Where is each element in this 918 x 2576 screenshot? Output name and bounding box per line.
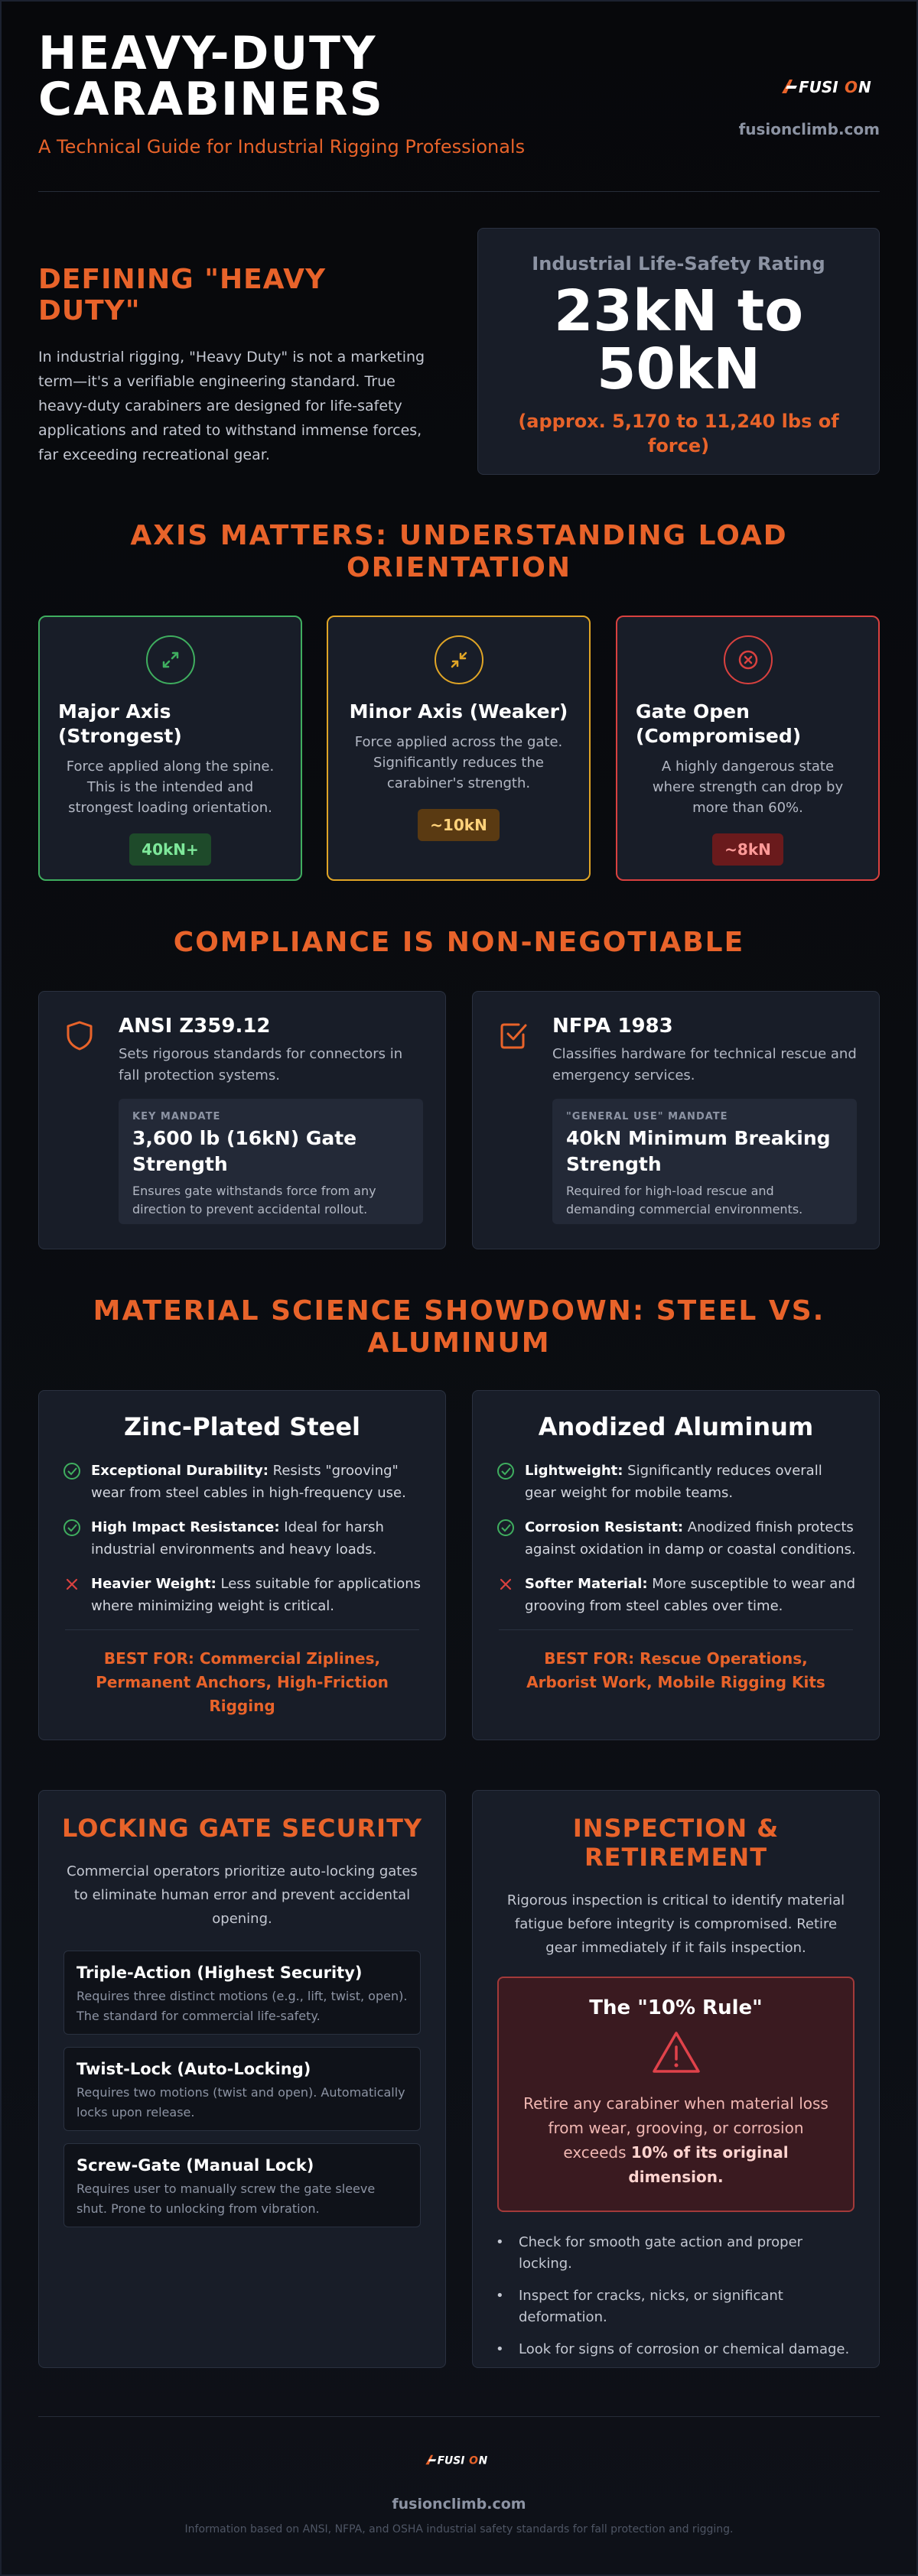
axis-heading: AXIS MATTERS: UNDERSTANDING LOAD ORIENTATION [130,520,788,583]
mandate-label: KEY MANDATE [132,1111,221,1122]
list-item [62,1573,422,1617]
svg-text:FUSI: FUSI [799,78,838,96]
compliance-desc: Sets rigorous standards for connectors in fall protection systems. [119,1046,403,1083]
list-item-text: High Impact Resistance: Ideal for harsh industrial environments and heavy loads. [91,1519,384,1558]
compliance-title: NFPA 1983 [552,1015,673,1038]
list-item: • Look for signs of corrosion or chemical damage. [496,2339,856,2360]
list-item-text: Lightweight: Significantly reduces overall gear weight for mobile teams. [525,1463,822,1501]
axis-badge: ~10kN [418,809,500,841]
rule-text: Retire any carabiner when material loss from wear, grooving, or corrosion exceeds 10% of its original dimension. [523,2094,828,2186]
arrows-expand-icon [146,635,195,684]
axis-card-desc: A highly dangerous state where strength can drop by more than 60%. [652,759,844,816]
list-item [496,1516,856,1561]
list-item-text: Exceptional Durability: Resists "grooving" wear from steel cables in high-frequency use. [91,1463,406,1501]
list-item-text: Softer Material: More susceptible to wear and grooving from steel cables over time. [525,1576,856,1614]
section-heading: DEFINING "HEAVY DUTY" [38,264,327,326]
divider [38,191,880,192]
footer-note: Information based on ANSI, NFPA, and OSHA industrial safety standards for fall protection and rigging. [184,2523,734,2535]
axis-card-desc: Force applied across the gate. Significantly reduces the carabiner's strength. [354,734,563,791]
material-title: Zinc-Plated Steel [124,1412,360,1441]
rating-value: 23kN to 50kN [553,278,804,402]
rating-note: (approx. 5,170 to 11,240 lbs of force) [518,411,839,456]
check-circle-icon [62,1461,82,1481]
defining-section [38,264,436,467]
site-link[interactable]: fusionclimb.com [738,120,880,138]
best-for: BEST FOR: Rescue Operations, Arborist Work, Mobile Rigging Kits [526,1649,825,1691]
check-circle-icon [496,1461,516,1481]
mandate-title: 40kN Minimum Breaking Strength [566,1127,831,1175]
compliance-heading: COMPLIANCE IS NON-NEGOTIABLE [173,927,745,958]
compliance-desc: Classifies hardware for technical rescue and emergency services. [552,1046,857,1083]
material-card-aluminum [472,1390,880,1740]
axis-card-minor [327,616,591,881]
material-list [496,1460,856,1617]
x-icon [62,1574,82,1594]
lock-type-title: Twist-Lock (Auto-Locking) [76,2060,311,2078]
header [38,27,880,191]
axis-card-major [38,616,302,881]
locking-card [38,1790,446,2368]
inspection-desc: Rigorous inspection is critical to identify material fatigue before integrity is compromised. Retire gear immediately if it fails inspection. [506,1892,845,1956]
checkbox-icon [496,1018,531,1053]
fusion-logo[interactable] [780,76,880,96]
list-item [496,1573,856,1617]
inspection-card [472,1790,880,2368]
page-title: HEAVY-DUTY CARABINERS [38,27,384,126]
divider [38,2416,880,2417]
mandate-desc: Required for high-load rescue and demanding commercial environments. [566,1184,803,1217]
divider [65,1629,419,1630]
lock-type-title: Triple-Action (Highest Security) [76,1964,363,1982]
axis-card-desc: Force applied along the spine. This is the intended and strongest loading orientation. [66,759,275,816]
lock-type-item [63,1951,421,2035]
defining-text: In industrial rigging, "Heavy Duty" is not a marketing term—it's a verifiable engineering standard. True heavy-duty carabiners are designed for life-safety applications and rated to withstand immense forces, far exceeding recreational gear. [38,349,425,463]
axis-badge: ~8kN [712,833,783,866]
section-heading: INSPECTION & RETIREMENT [572,1814,780,1872]
list-item [62,1516,422,1561]
list-item-text: Corrosion Resistant: Anodized finish protects against oxidation in damp or coastal conditions. [525,1519,856,1558]
lock-type-title: Screw-Gate (Manual Lock) [76,2156,314,2175]
best-for: BEST FOR: Commercial Ziplines, Permanent Anchors, High-Friction Rigging [96,1649,389,1715]
material-card-steel [38,1390,446,1740]
list-item: • Check for smooth gate action and proper locking. [496,2232,856,2275]
list-item: • Inspect for cracks, nicks, or significant deformation. [496,2285,856,2328]
fusion-logo[interactable] [425,2453,493,2467]
lock-type-desc: Requires user to manually screw the gate sleeve shut. Prone to unlocking from vibration. [76,2181,376,2216]
shield-icon [62,1018,97,1053]
lock-type-item [63,2047,421,2131]
svg-text:N: N [858,78,871,96]
axis-card-title: Gate Open (Compromised) [636,700,802,747]
axis-card-gate-open [616,616,880,881]
material-heading: MATERIAL SCIENCE SHOWDOWN: STEEL VS. ALUMINUM [93,1295,825,1359]
lock-type-desc: Requires two motions (twist and open). Automatically locks upon release. [76,2085,405,2120]
material-list [62,1460,422,1617]
mandate-box [119,1099,423,1224]
lock-type-item [63,2143,421,2227]
list-item-text: Heavier Weight: Less suitable for applications where minimizing weight is critical. [91,1576,422,1614]
divider [499,1629,853,1630]
axis-card-title: Minor Axis (Weaker) [349,700,568,723]
footer-site-link[interactable]: fusionclimb.com [392,2496,526,2513]
rating-label: Industrial Life-Safety Rating [532,253,825,274]
rule-title: The "10% Rule" [589,1996,763,2019]
section-heading: LOCKING GATE SECURITY [61,1814,423,1843]
check-circle-icon [62,1518,82,1538]
mandate-box [552,1099,857,1224]
check-circle-icon [496,1518,516,1538]
ten-percent-rule-box [497,1977,855,2212]
compliance-title: ANSI Z359.12 [119,1015,271,1038]
page-subtitle: A Technical Guide for Industrial Rigging Professionals [38,136,526,158]
x-icon [496,1574,516,1594]
list-item [62,1460,422,1504]
mandate-desc: Ensures gate withstands force from any direction to prevent accidental rollout. [132,1184,376,1217]
x-circle-icon [724,635,773,684]
compliance-card-ansi [38,991,446,1249]
mandate-label: "GENERAL USE" MANDATE [566,1111,728,1122]
lock-type-desc: Requires three distinct motions (e.g., lift, twist, open). The standard for commercial life-safety. [76,1989,408,2023]
arrows-collapse-icon [435,635,483,684]
axis-card-title: Major Axis (Strongest) [58,700,182,747]
material-title: Anodized Aluminum [538,1412,814,1441]
svg-text:O: O [845,78,858,96]
rating-card [477,228,880,475]
locking-desc: Commercial operators prioritize auto-locking gates to eliminate human error and prevent accidental opening. [67,1863,418,1927]
list-item [496,1460,856,1504]
svg-text:FUSI: FUSI [437,2454,465,2467]
mandate-title: 3,600 lb (16kN) Gate Strength [132,1127,357,1175]
svg-text:N: N [478,2454,488,2467]
svg-text:O: O [469,2454,478,2467]
axis-badge: 40kN+ [129,833,211,866]
compliance-card-nfpa [472,991,880,1249]
inspection-checklist [496,2232,856,2360]
warning-icon [652,2030,701,2074]
